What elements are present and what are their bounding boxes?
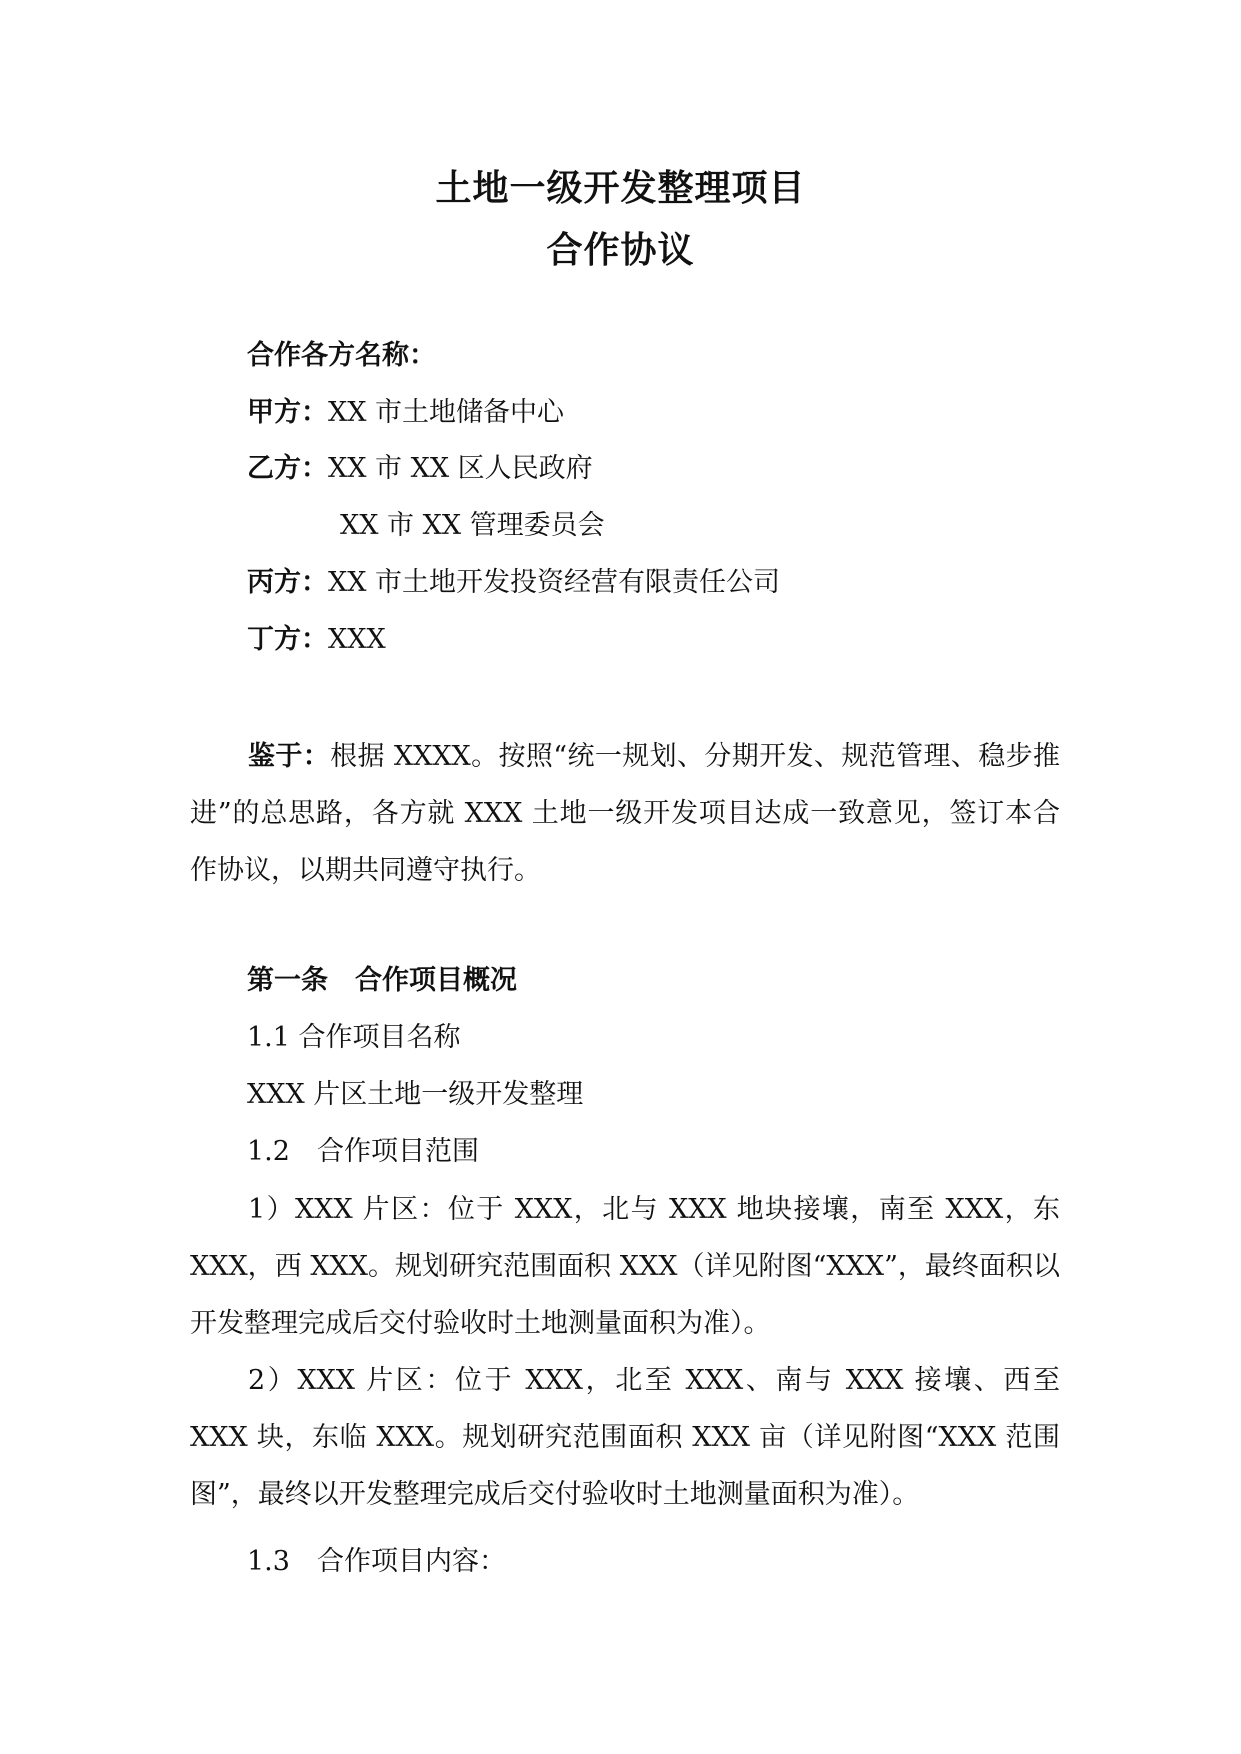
parties-heading: 合作各方名称： <box>247 340 436 371</box>
whereas-paragraph <box>190 728 1060 899</box>
section-1-3-heading: 1.3 合作项目内容： <box>247 1546 506 1577</box>
party-a-value: XX 市土地储备中心 <box>328 397 565 428</box>
whereas-label: 鉴于： <box>248 741 331 772</box>
party-d-value: XXX <box>328 624 386 655</box>
party-b-value-2: XX 市 XX 管理委员会 <box>340 510 605 541</box>
section-1-1-value: XXX 片区土地一级开发整理 <box>247 1079 584 1110</box>
party-b-label: 乙方： <box>247 453 328 484</box>
party-a <box>247 395 564 431</box>
party-b <box>247 451 593 487</box>
party-d-label: 丁方： <box>247 624 328 655</box>
party-c-value: XX 市土地开发投资经营有限责任公司 <box>328 567 781 598</box>
party-c <box>247 565 780 601</box>
party-c-label: 丙方： <box>247 567 328 598</box>
party-b-value-1: XX 市 XX 区人民政府 <box>328 453 593 484</box>
whereas-text: 根据 XXXX。按照“统一规划、分期开发、规范管理、稳步推进”的总思路，各方就 XXX 土地一级开发项目达成一致意见，签订本合作协议，以期共同遵守执行。 <box>190 741 1060 886</box>
scope-item-2: 2）XXX 片区：位于 XXX，北至 XXX、南与 XXX 接壤、西至 XXX 块，东临 XXX。规划研究范围面积 XXX 亩（详见附图“XXX 范围图”，最终以开发整理完成后交付验收时土地测量面积为准）。 <box>190 1365 1060 1510</box>
document-title-line-1: 土地一级开发整理项目 <box>435 168 806 209</box>
scope-item-1: 1）XXX 片区：位于 XXX，北与 XXX 地块接壤，南至 XXX，东 XXX，西 XXX。规划研究范围面积 XXX（详见附图“XXX”，最终面积以开发整理完成后交付验收时土地测量面积为准）。 <box>190 1194 1060 1339</box>
section-1-2-heading: 1.2 合作项目范围 <box>247 1136 479 1167</box>
document-title-line-2: 合作协议 <box>546 230 695 271</box>
article-1-heading: 第一条 合作项目概况 <box>247 965 517 996</box>
section-1-1-heading: 1.1 合作项目名称 <box>247 1022 461 1053</box>
party-a-label: 甲方： <box>247 397 328 428</box>
party-d <box>247 622 386 658</box>
